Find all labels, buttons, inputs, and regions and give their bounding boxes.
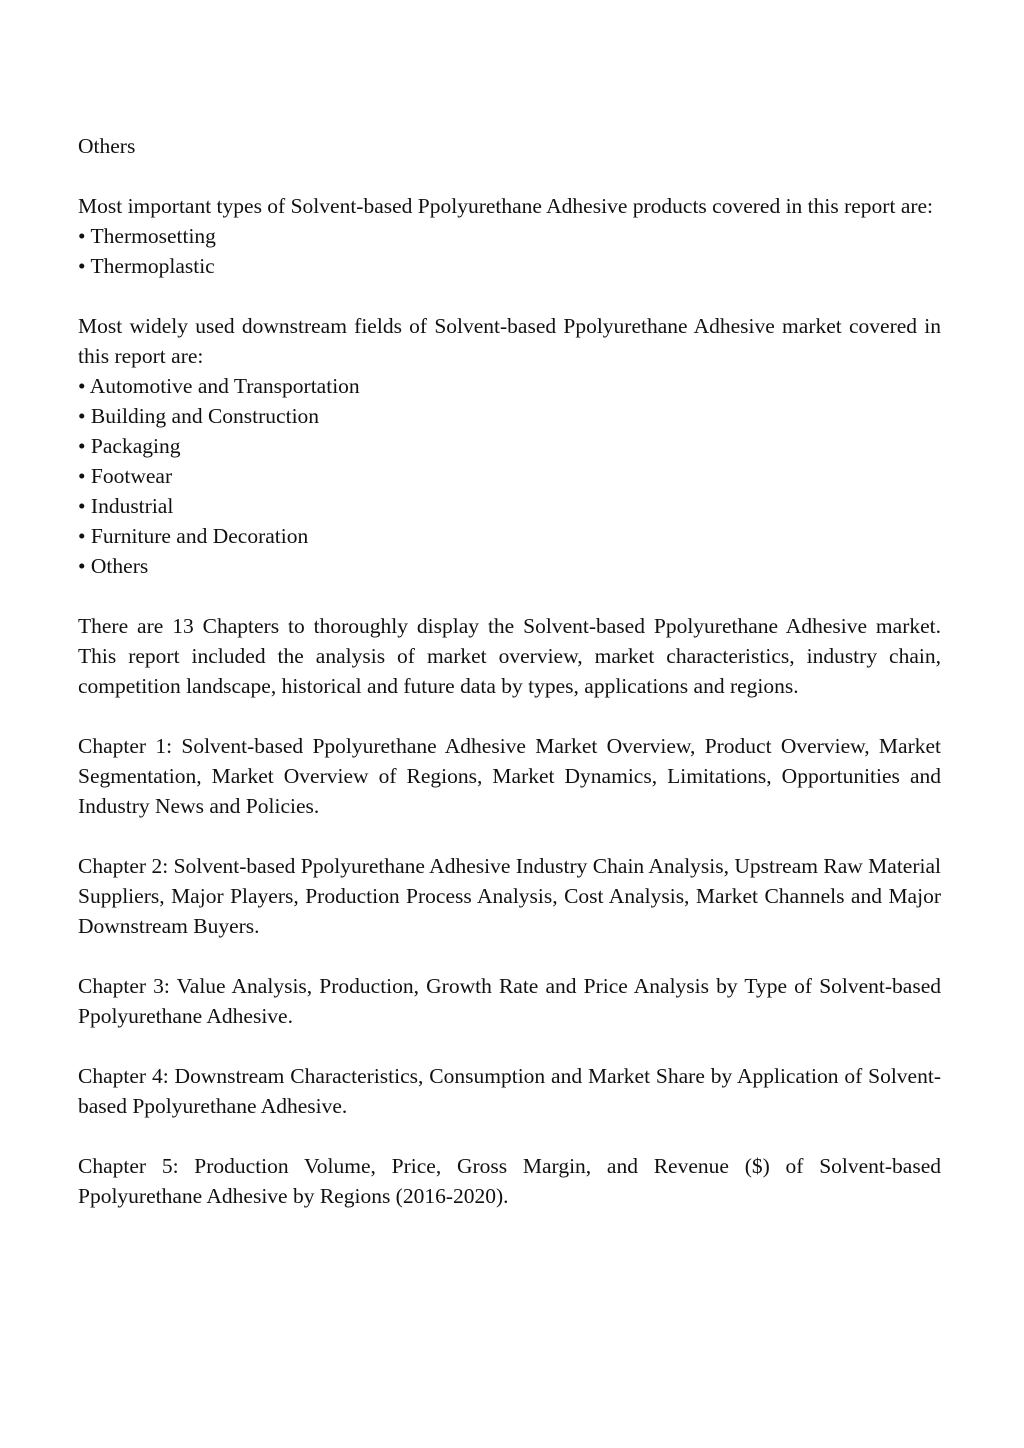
fields-section: [78, 311, 941, 581]
list-item: [78, 401, 941, 431]
field-label: Packaging: [90, 434, 181, 458]
chapter-1-paragraph: Chapter 1: Solvent-based Ppolyurethane Adhesive Market Overview, Product Overview, Market Segmentation, Market Overview of Regions, Market Dynamics, Limitations, Opportunities and Industry News and Policies.: [78, 734, 941, 818]
fields-intro: Most widely used downstream fields of Solvent-based Ppolyurethane Adhesive market covered in this report are:: [78, 314, 941, 368]
field-label: Furniture and Decoration: [90, 524, 309, 548]
list-item: [78, 431, 941, 461]
list-item: [78, 551, 941, 581]
field-label: Others: [90, 554, 149, 578]
bullet: •: [78, 494, 86, 518]
list-item: [78, 371, 941, 401]
field-label: Building and Construction: [90, 404, 320, 428]
bullet: •: [78, 524, 86, 548]
list-item: [78, 461, 941, 491]
bullet: •: [78, 374, 86, 398]
type-label: Thermosetting: [90, 224, 216, 248]
list-item: [78, 521, 941, 551]
bullet: •: [78, 404, 86, 428]
chapter-2-paragraph: Chapter 2: Solvent-based Ppolyurethane Adhesive Industry Chain Analysis, Upstream Raw Material Suppliers, Major Players, Production Process Analysis, Cost Analysis, Market Channels and Major Downstream Buyers.: [78, 854, 941, 938]
types-intro: Most important types of Solvent-based Ppolyurethane Adhesive products covered in this report are:: [78, 194, 934, 218]
field-label: Industrial: [90, 494, 174, 518]
list-item: [78, 491, 941, 521]
chapters-summary: There are 13 Chapters to thoroughly display the Solvent-based Ppolyurethane Adhesive market. This report included the analysis of market overview, market characteristics, industry chain, competition landscape, historical and future data by types, applications and regions.: [78, 614, 941, 698]
list-item: [78, 221, 941, 251]
document-page: [78, 131, 941, 1241]
bullet: •: [78, 254, 86, 278]
bullet: •: [78, 554, 86, 578]
list-item: [78, 251, 941, 281]
field-label: Automotive and Transportation: [89, 374, 360, 398]
chapter-3-paragraph: Chapter 3: Value Analysis, Production, Growth Rate and Price Analysis by Type of Solvent-based Ppolyurethane Adhesive.: [78, 974, 941, 1028]
type-label: Thermoplastic: [90, 254, 215, 278]
chapter-5-paragraph: Chapter 5: Production Volume, Price, Gross Margin, and Revenue ($) of Solvent-based Ppolyurethane Adhesive by Regions (2016-2020).: [78, 1154, 941, 1208]
types-section: [78, 191, 941, 281]
chapter-4-paragraph: Chapter 4: Downstream Characteristics, Consumption and Market Share by Application of Solvent-based Ppolyurethane Adhesive.: [78, 1064, 941, 1118]
bullet: •: [78, 434, 86, 458]
field-label: Footwear: [90, 464, 173, 488]
others-line: Others: [78, 134, 136, 158]
bullet: •: [78, 464, 86, 488]
bullet: •: [78, 224, 86, 248]
